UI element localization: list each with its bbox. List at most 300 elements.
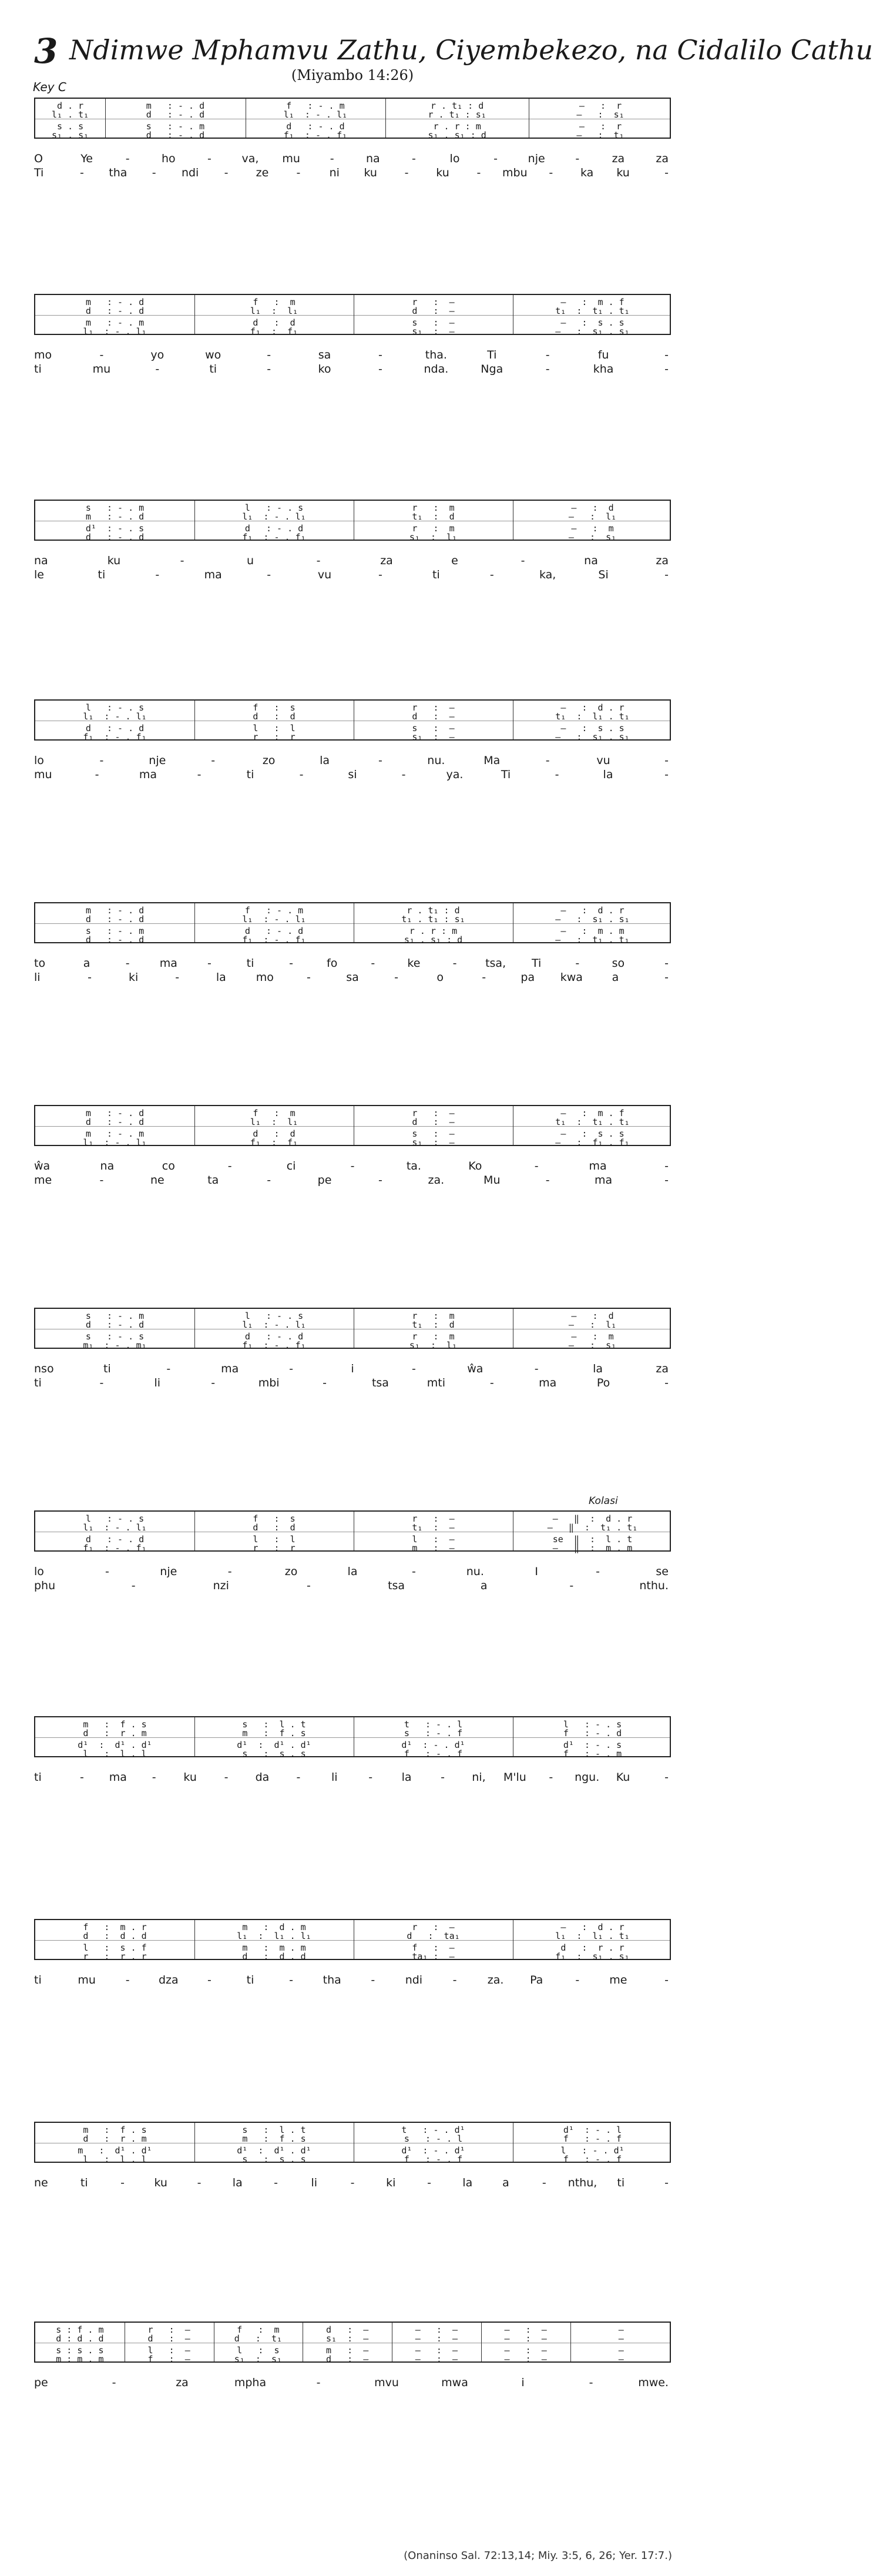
lyric-syllable: me (34, 1174, 52, 1187)
lyric-syllable: mo (256, 971, 274, 984)
lyrics-block (34, 753, 671, 785)
lyric-syllable: - (323, 1376, 327, 1389)
lyric-syllable: - (99, 349, 104, 361)
lyric-syllable: - (664, 1771, 669, 1784)
voice-row (35, 1523, 670, 1533)
lyric-line (34, 362, 671, 376)
lyric-syllable: Po (596, 1376, 610, 1389)
lyric-syllable: ŵa (467, 1362, 483, 1375)
voice-row (35, 1341, 670, 1351)
lyric-syllable: nthu, (568, 2176, 597, 2189)
lyric-syllable: - (296, 1771, 301, 1784)
voice-row (35, 512, 670, 522)
lyric-syllable: Ti (532, 957, 542, 970)
solfa-cell: t₁ : d (412, 511, 455, 522)
lyric-line (34, 568, 671, 582)
lyric-syllable: - (575, 152, 580, 165)
solfa-cell: m : f . s (242, 1728, 306, 1738)
lyric-syllable: zo (262, 754, 276, 767)
lyric-syllable: dza (158, 1974, 179, 1987)
solfa-cell: f : - . f (563, 2154, 622, 2165)
lyric-syllable: ci (286, 1160, 296, 1173)
solfa-cell: l₁ : - . l₁ (83, 1522, 147, 1533)
lyric-syllable: ti (80, 2176, 88, 2189)
lyric-line (34, 166, 671, 180)
lyric-syllable: - (378, 363, 382, 376)
lyric-syllable: li (154, 1376, 161, 1389)
solfa-cell: d : — (147, 2333, 190, 2344)
lyric-syllable: - (378, 1174, 382, 1187)
lyric-syllable: - (267, 568, 271, 581)
lyric-syllable: ku (154, 2176, 167, 2189)
solfa-cell: f : - . m (244, 905, 304, 916)
lyric-syllable: a (480, 1579, 488, 1592)
lyric-syllable: - (368, 1771, 373, 1784)
lyric-syllable: O (34, 152, 43, 165)
solfa-cell: l : l (253, 723, 296, 733)
lyric-syllable: - (489, 1376, 494, 1389)
lyric-syllable: Pa (530, 1974, 543, 1987)
music-system (34, 1919, 671, 1991)
solfa-cell: f : — (412, 1942, 455, 1953)
lyric-syllable: ma (139, 768, 157, 781)
solfa-cell: — : — (504, 2345, 547, 2356)
lyric-syllable: ti (34, 1974, 42, 1987)
lyric-syllable: - (207, 152, 211, 165)
solfa-staff (34, 1919, 671, 1960)
solfa-cell: r . t₁ : d (430, 101, 484, 111)
lyric-syllable: mu (34, 768, 52, 781)
music-system (34, 1105, 671, 1191)
lyric-syllable: ka (580, 166, 594, 179)
lyric-syllable: - (289, 1974, 294, 1987)
lyric-syllable: li (34, 971, 41, 984)
lyric-syllable: - (95, 768, 99, 781)
lyric-syllable: - (411, 152, 416, 165)
lyric-line (34, 348, 671, 362)
solfa-staff (34, 1510, 671, 1552)
lyric-syllable: - (211, 754, 216, 767)
solfa-cell: r : r (253, 732, 296, 742)
lyric-syllable: - (534, 1160, 539, 1173)
lyric-syllable: - (274, 2176, 278, 2189)
solfa-cell: s₁ . s₁ : d (404, 934, 463, 945)
lyric-syllable: - (371, 1974, 375, 1987)
lyric-syllable: - (555, 768, 559, 781)
solfa-cell: — (618, 2333, 624, 2344)
lyric-syllable: Nga (481, 363, 503, 376)
solfa-cell: s : s . s (56, 2345, 104, 2356)
lyric-syllable: - (378, 349, 382, 361)
solfa-cell: t₁ : l₁ . t₁ (555, 711, 630, 722)
voice-row (35, 1138, 670, 1148)
solfa-cell: d : — (326, 2324, 369, 2335)
lyric-syllable: mwa (441, 2376, 468, 2389)
lyric-syllable: ndi (405, 1974, 423, 1987)
lyric-syllable: - (152, 166, 156, 179)
lyric-syllable: wo (205, 349, 221, 361)
lyrics-block (34, 956, 671, 988)
solfa-cell: l : s (237, 2345, 280, 2356)
lyric-syllable: ku (107, 554, 121, 567)
lyric-syllable: - (482, 971, 486, 984)
solfa-cell: — : m (571, 523, 614, 534)
solfa-cell: f₁ : - . f₁ (283, 130, 348, 140)
solfa-cell: m : f . s (242, 2133, 306, 2144)
lyric-syllable: Si (598, 568, 609, 581)
solfa-cell: r . r : m (433, 121, 481, 132)
solfa-cell: — : f₁ . f₁ (555, 1137, 630, 1148)
lyric-syllable: ti (246, 957, 254, 970)
lyric-line (34, 2376, 671, 2390)
lyric-syllable: mo (34, 349, 52, 361)
lyric-syllable: Ma (483, 754, 501, 767)
lyric-syllable: pe (317, 1174, 332, 1187)
lyric-syllable: vu (596, 754, 610, 767)
solfa-cell: l : s . f (83, 1942, 147, 1953)
lyric-syllable: - (105, 1565, 109, 1578)
lyric-syllable: ne (34, 2176, 48, 2189)
lyric-syllable: - (155, 363, 160, 376)
lyric-syllable: ma (595, 1174, 613, 1187)
lyric-syllable: - (350, 2176, 355, 2189)
lyric-syllable: - (545, 363, 550, 376)
lyric-syllable: - (664, 363, 669, 376)
music-system (34, 902, 671, 988)
lyric-syllable: co (162, 1160, 175, 1173)
lyric-syllable: mvu (374, 2376, 399, 2389)
lyric-syllable: ku (436, 166, 449, 179)
solfa-cell: d : - . d (85, 914, 145, 924)
solfa-cell: — (618, 2354, 624, 2364)
solfa-cell: — ‖ : t₁ . t₁ (547, 1522, 638, 1533)
solfa-cell: m : - . d (85, 1108, 145, 1118)
solfa-cell: l₁ : - . l₁ (83, 711, 147, 722)
voice-row (35, 1320, 670, 1330)
solfa-cell: m : d . m (242, 1922, 306, 1932)
lyric-syllable: - (452, 957, 457, 970)
lyric-syllable: nje (528, 152, 545, 165)
lyric-line (34, 1376, 671, 1390)
lyric-syllable: li (331, 1771, 338, 1784)
solfa-cell: d : - . d (85, 1319, 145, 1330)
solfa-cell: — ‖ : m . m (552, 1543, 633, 1553)
solfa-cell: r : r (253, 1543, 296, 1553)
solfa-cell: d¹ : - . s (563, 1740, 622, 1750)
lyric-syllable: - (452, 1974, 457, 1987)
solfa-cell: d : - . d (146, 130, 205, 140)
lyric-syllable: I (535, 1565, 538, 1578)
lyric-line (34, 768, 671, 782)
lyric-syllable: - (664, 1376, 669, 1389)
lyric-syllable: - (545, 754, 550, 767)
solfa-cell: m : m . m (242, 1942, 306, 1953)
solfa-cell: f : s (253, 1513, 296, 1524)
lyric-syllable: a (83, 957, 90, 970)
solfa-cell: d : ta₁ (407, 1931, 460, 1941)
footer-citation: (Onaninso Sal. 72:13,14; Miy. 3:5, 6, 26; Yer. 17:7.) (404, 2550, 672, 2562)
lyric-syllable: - (197, 768, 202, 781)
solfa-cell: l₁ : - . l₁ (242, 1319, 306, 1330)
solfa-cell: — : d . r (560, 702, 624, 713)
lyric-syllable: - (534, 1362, 539, 1375)
solfa-cell: — ‖ : d . r (552, 1513, 633, 1524)
lyric-syllable: - (575, 957, 580, 970)
lyric-syllable: ngu. (575, 1771, 600, 1784)
solfa-cell: m : - . m (85, 1128, 145, 1139)
solfa-cell: r : m (412, 523, 455, 534)
solfa-cell: t₁ : t₁ . t₁ (555, 1117, 630, 1127)
lyric-syllable: ti (34, 1771, 42, 1784)
solfa-cell: d : — (326, 2354, 369, 2364)
solfa-cell: d : d (253, 1522, 296, 1533)
solfa-cell: l₁ : l₁ (250, 1117, 298, 1127)
voice-row (35, 2354, 670, 2364)
solfa-cell: m₁ : - . m₁ (83, 1340, 147, 1351)
solfa-cell: l : l . l (83, 2154, 147, 2165)
voice-row (35, 2155, 670, 2165)
lyric-syllable: ti (209, 363, 217, 376)
solfa-staff (34, 2322, 671, 2363)
lyric-syllable: - (99, 1376, 104, 1389)
lyric-syllable: - (289, 1362, 294, 1375)
solfa-cell: d : - . d (286, 121, 345, 132)
solfa-staff (34, 1105, 671, 1146)
solfa-cell: f : - . d (563, 1728, 622, 1738)
lyric-syllable: ŵa (34, 1160, 51, 1173)
solfa-cell: d : d (253, 317, 296, 328)
solfa-cell: — : m . f (560, 1108, 624, 1118)
lyric-syllable: - (664, 568, 669, 581)
lyrics-block (34, 1973, 671, 1991)
solfa-cell: — : m (571, 1331, 614, 1342)
solfa-cell: s₁ : — (412, 1137, 455, 1148)
lyric-syllable: nje (160, 1565, 177, 1578)
lyric-syllable: za. (487, 1974, 504, 1987)
solfa-cell: d : - . d (85, 723, 145, 733)
lyric-syllable: nzi (213, 1579, 229, 1592)
solfa-cell: m : — (412, 1543, 455, 1553)
lyrics-block (34, 1565, 671, 1596)
lyric-syllable: - (131, 1579, 136, 1592)
lyric-syllable: - (125, 152, 130, 165)
solfa-cell: — : — (504, 2354, 547, 2364)
lyric-line (34, 152, 671, 166)
solfa-cell: d¹ : - . d¹ (401, 1740, 465, 1750)
lyric-syllable: za (656, 554, 669, 567)
lyric-syllable: ku (616, 166, 630, 179)
solfa-cell: f : m (237, 2324, 280, 2335)
lyric-syllable: vu (317, 568, 332, 581)
solfa-cell: s : l . t (242, 1719, 306, 1730)
lyric-syllable: - (549, 1771, 553, 1784)
music-system (34, 1308, 671, 1393)
lyric-syllable: ma (204, 568, 222, 581)
solfa-cell: s : f . m (56, 2324, 104, 2335)
lyric-syllable: ku (183, 1771, 197, 1784)
solfa-cell: f : — (147, 2354, 190, 2364)
lyric-syllable: - (306, 1579, 311, 1592)
solfa-cell: r . t₁ : d (407, 905, 460, 916)
lyric-line (34, 1565, 671, 1579)
solfa-cell: l : — (147, 2345, 190, 2356)
lyric-syllable: ti (617, 2176, 625, 2189)
solfa-cell: d : - . d (244, 523, 304, 534)
lyrics-block (34, 1770, 671, 1788)
lyric-syllable: na (365, 152, 380, 165)
lyric-syllable: ta (207, 1174, 219, 1187)
solfa-cell: f : m (253, 1108, 296, 1118)
lyric-syllable: mbi (258, 1376, 280, 1389)
solfa-cell: l : - . d¹ (560, 2145, 624, 2156)
solfa-cell: m : f . s (83, 1719, 147, 1730)
solfa-cell: s : - . m (85, 926, 145, 936)
solfa-cell: l₁ : l₁ . l₁ (237, 1931, 311, 1941)
lyric-syllable: - (267, 1174, 271, 1187)
solfa-cell: f₁ : - . f₁ (242, 934, 306, 945)
lyric-syllable: na (100, 1160, 115, 1173)
lyric-syllable: tsa (371, 1376, 389, 1389)
lyric-syllable: lo (449, 152, 460, 165)
lyric-syllable: - (441, 1771, 445, 1784)
solfa-cell: r : — (412, 702, 455, 713)
lyric-syllable: - (330, 152, 334, 165)
lyric-syllable: Ti (487, 349, 497, 361)
solfa-cell: d : d (253, 1128, 296, 1139)
lyric-syllable: fo (327, 957, 338, 970)
lyric-syllable: - (125, 1974, 130, 1987)
solfa-cell: — : s₁ (568, 1340, 617, 1351)
lyric-syllable: - (589, 2376, 593, 2389)
solfa-cell: t₁ : d (412, 1319, 455, 1330)
lyric-syllable: - (575, 1974, 580, 1987)
lyric-syllable: kwa (560, 971, 583, 984)
solfa-cell: d : r . r (560, 1942, 624, 1953)
solfa-cell: d : - . d (85, 1117, 145, 1127)
lyric-syllable: mbu (502, 166, 528, 179)
lyric-syllable: la (232, 2176, 243, 2189)
solfa-cell: — : r (579, 121, 622, 132)
lyric-syllable: nso (34, 1362, 54, 1375)
solfa-cell: r : m (412, 1331, 455, 1342)
lyric-line (34, 1159, 671, 1173)
voice-row (35, 2334, 670, 2344)
solfa-cell: l : - . s (563, 1719, 622, 1730)
lyric-syllable: pe (34, 2376, 48, 2389)
solfa-cell: f : - . f (404, 2154, 463, 2165)
lyric-syllable: fu (597, 349, 609, 361)
song-number: 3 (34, 31, 58, 71)
solfa-cell: s₁ : — (412, 326, 455, 337)
solfa-cell: f : s (253, 702, 296, 713)
lyric-syllable: - (155, 568, 160, 581)
lyric-syllable: ku (364, 166, 377, 179)
solfa-cell: f₁ : f₁ (250, 326, 298, 337)
solfa-cell: s₁ : l₁ (409, 532, 458, 542)
voice-row (35, 935, 670, 945)
lyric-syllable: - (79, 1771, 84, 1784)
solfa-cell: r : — (412, 1513, 455, 1524)
lyric-syllable: za (612, 152, 625, 165)
lyric-syllable: - (549, 166, 553, 179)
lyric-syllable: - (299, 768, 304, 781)
solfa-cell: m : - . d (146, 101, 205, 111)
lyric-syllable: ta. (406, 1160, 421, 1173)
lyric-syllable: Ko (468, 1160, 482, 1173)
lyric-syllable: ke (407, 957, 421, 970)
lyric-syllable: ma (221, 1362, 239, 1375)
lyric-syllable: - (152, 1771, 156, 1784)
solfa-cell: f : - . m (563, 1748, 622, 1759)
solfa-cell: l₁ : - . l₁ (242, 914, 306, 924)
voice-row (35, 712, 670, 722)
solfa-cell: m : - . m (85, 317, 145, 328)
solfa-cell: — : m . f (560, 297, 624, 307)
solfa-cell: m : m . m (56, 2354, 104, 2364)
solfa-cell: l₁ : - . l₁ (83, 326, 147, 337)
lyric-syllable: - (79, 166, 84, 179)
voice-row (35, 327, 670, 337)
lyric-syllable: tha (323, 1974, 341, 1987)
lyric-line (34, 1362, 671, 1376)
lyric-syllable: ti (246, 1974, 254, 1987)
lyric-syllable: na (584, 554, 598, 567)
lyric-syllable: to (34, 957, 46, 970)
lyric-syllable: nje (149, 754, 166, 767)
lyric-syllable: ti (103, 1362, 111, 1375)
music-system (34, 98, 671, 183)
solfa-staff (34, 1716, 671, 1757)
lyric-syllable: ka, (539, 568, 556, 581)
lyric-syllable: Ti (501, 768, 511, 781)
voice-row (35, 1543, 670, 1553)
lyric-syllable: - (197, 2176, 202, 2189)
solfa-cell: d : - . d (85, 306, 145, 316)
solfa-cell: r : — (412, 1108, 455, 1118)
solfa-cell: l₁ : - . l₁ (283, 109, 348, 120)
solfa-cell: s : - . f (404, 1728, 463, 1738)
lyric-syllable: ki (386, 2176, 396, 2189)
solfa-cell: — : — (415, 2324, 458, 2335)
solfa-cell: f : - . f (404, 1748, 463, 1759)
solfa-cell: f₁ : f₁ (250, 1137, 298, 1148)
solfa-cell: — : s . s (560, 1128, 624, 1139)
lyric-syllable: nu. (427, 754, 445, 767)
lyric-syllable: Mu (483, 1174, 501, 1187)
solfa-cell: d : - . d (85, 934, 145, 945)
solfa-cell: d : d . d (242, 1951, 306, 1962)
solfa-cell: m : - . d (85, 905, 145, 916)
lyrics-block (34, 152, 671, 183)
lyric-syllable: ki (128, 971, 139, 984)
voice-row (35, 1931, 670, 1941)
lyric-syllable: u (246, 554, 254, 567)
lyric-syllable: mpha (234, 2376, 267, 2389)
lyrics-block (34, 1362, 671, 1393)
solfa-cell: s₁ : — (326, 2333, 369, 2344)
lyric-syllable: - (569, 1579, 574, 1592)
solfa-cell: ta₁ : — (412, 1951, 455, 1962)
solfa-cell: l : l . l (83, 1748, 147, 1759)
lyric-syllable: mu (78, 1974, 96, 1987)
lyric-syllable: ti (98, 568, 106, 581)
lyric-syllable: ti (34, 1376, 42, 1389)
solfa-cell: — : r (579, 101, 622, 111)
lyric-syllable: - (664, 1160, 669, 1173)
lyric-syllable: - (394, 971, 398, 984)
music-system (34, 2322, 671, 2393)
lyric-syllable: - (545, 349, 550, 361)
